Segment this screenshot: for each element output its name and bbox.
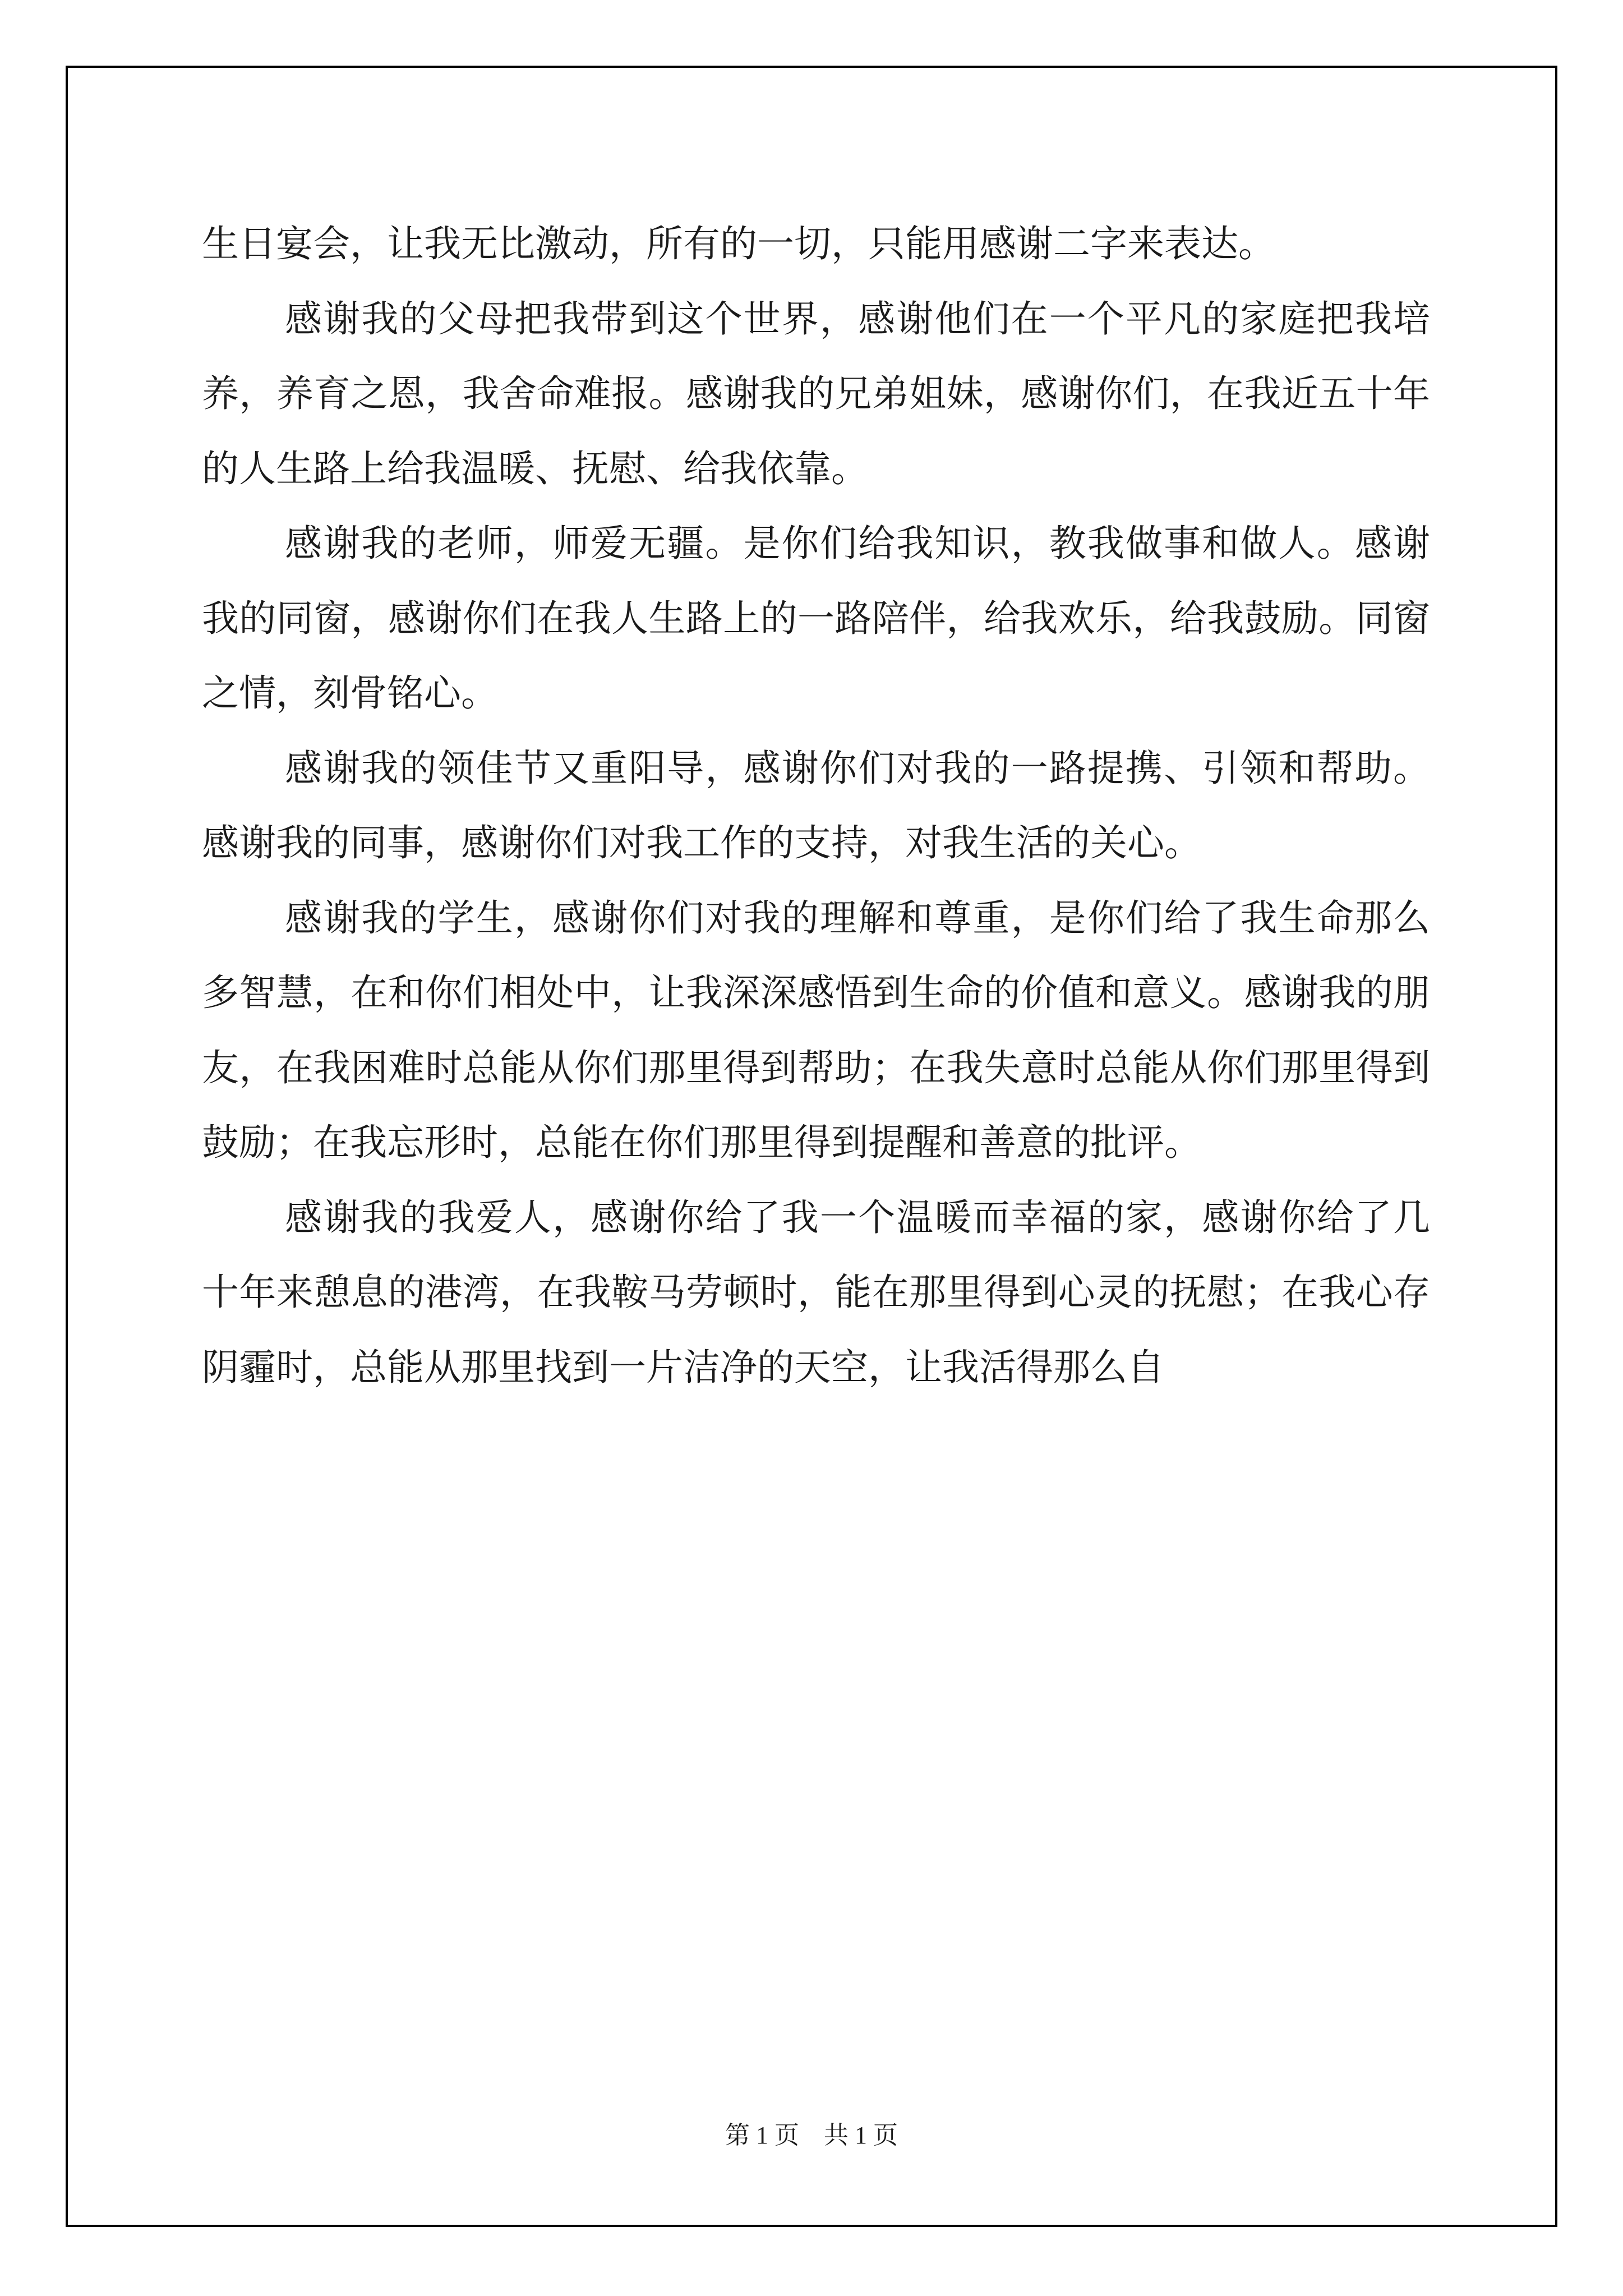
page-number: 第 1 页 [725,2122,799,2149]
paragraph-spouse: 感谢我的我爱人，感谢你给了我一个温暖而幸福的家，感谢你给了几十年来憩息的港湾，在我鞍马劳顿时，能在那里得到心灵的抚慰；在我心存阴霾时，总能从那里找到一片洁净的天空，让我活得那么自 [202,1195,1430,1389]
paragraph-students: 感谢我的学生，感谢你们对我的理解和尊重，是你们给了我生命那么多智慧，在和你们相处中，让我深深感悟到生命的价值和意义。感谢我的朋友，在我困难时总能从你们那里得到帮助；在我失意时总能从你们那里得到鼓励；在我忘形时，总能在你们那里得到提醒和善意的批评。 [202,896,1430,1164]
document-body [202,206,1430,1405]
paragraph-leaders: 感谢我的领佳节又重阳导，感谢你们对我的一路提携、引领和帮助。感谢我的同事，感谢你们对我工作的支持，对我生活的关心。 [202,746,1430,864]
page-footer [0,2115,1623,2151]
paragraph-parents: 感谢我的父母把我带到这个世界，感谢他们在一个平凡的家庭把我培养，养育之恩，我舍命难报。感谢我的兄弟姐妹，感谢你们，在我近五十年的人生路上给我温暖、抚慰、给我依靠。 [202,297,1430,490]
paragraph-teachers: 感谢我的老师，师爱无疆。是你们给我知识，教我做事和做人。感谢我的同窗，感谢你们在我人生路上的一路陪伴，给我欢乐，给我鼓励。同窗之情，刻骨铭心。 [202,522,1430,715]
paragraph-continuation: 生日宴会，让我无比激动，所有的一切，只能用感谢二字来表达。 [202,222,1275,265]
page-total: 共 1 页 [824,2122,898,2149]
